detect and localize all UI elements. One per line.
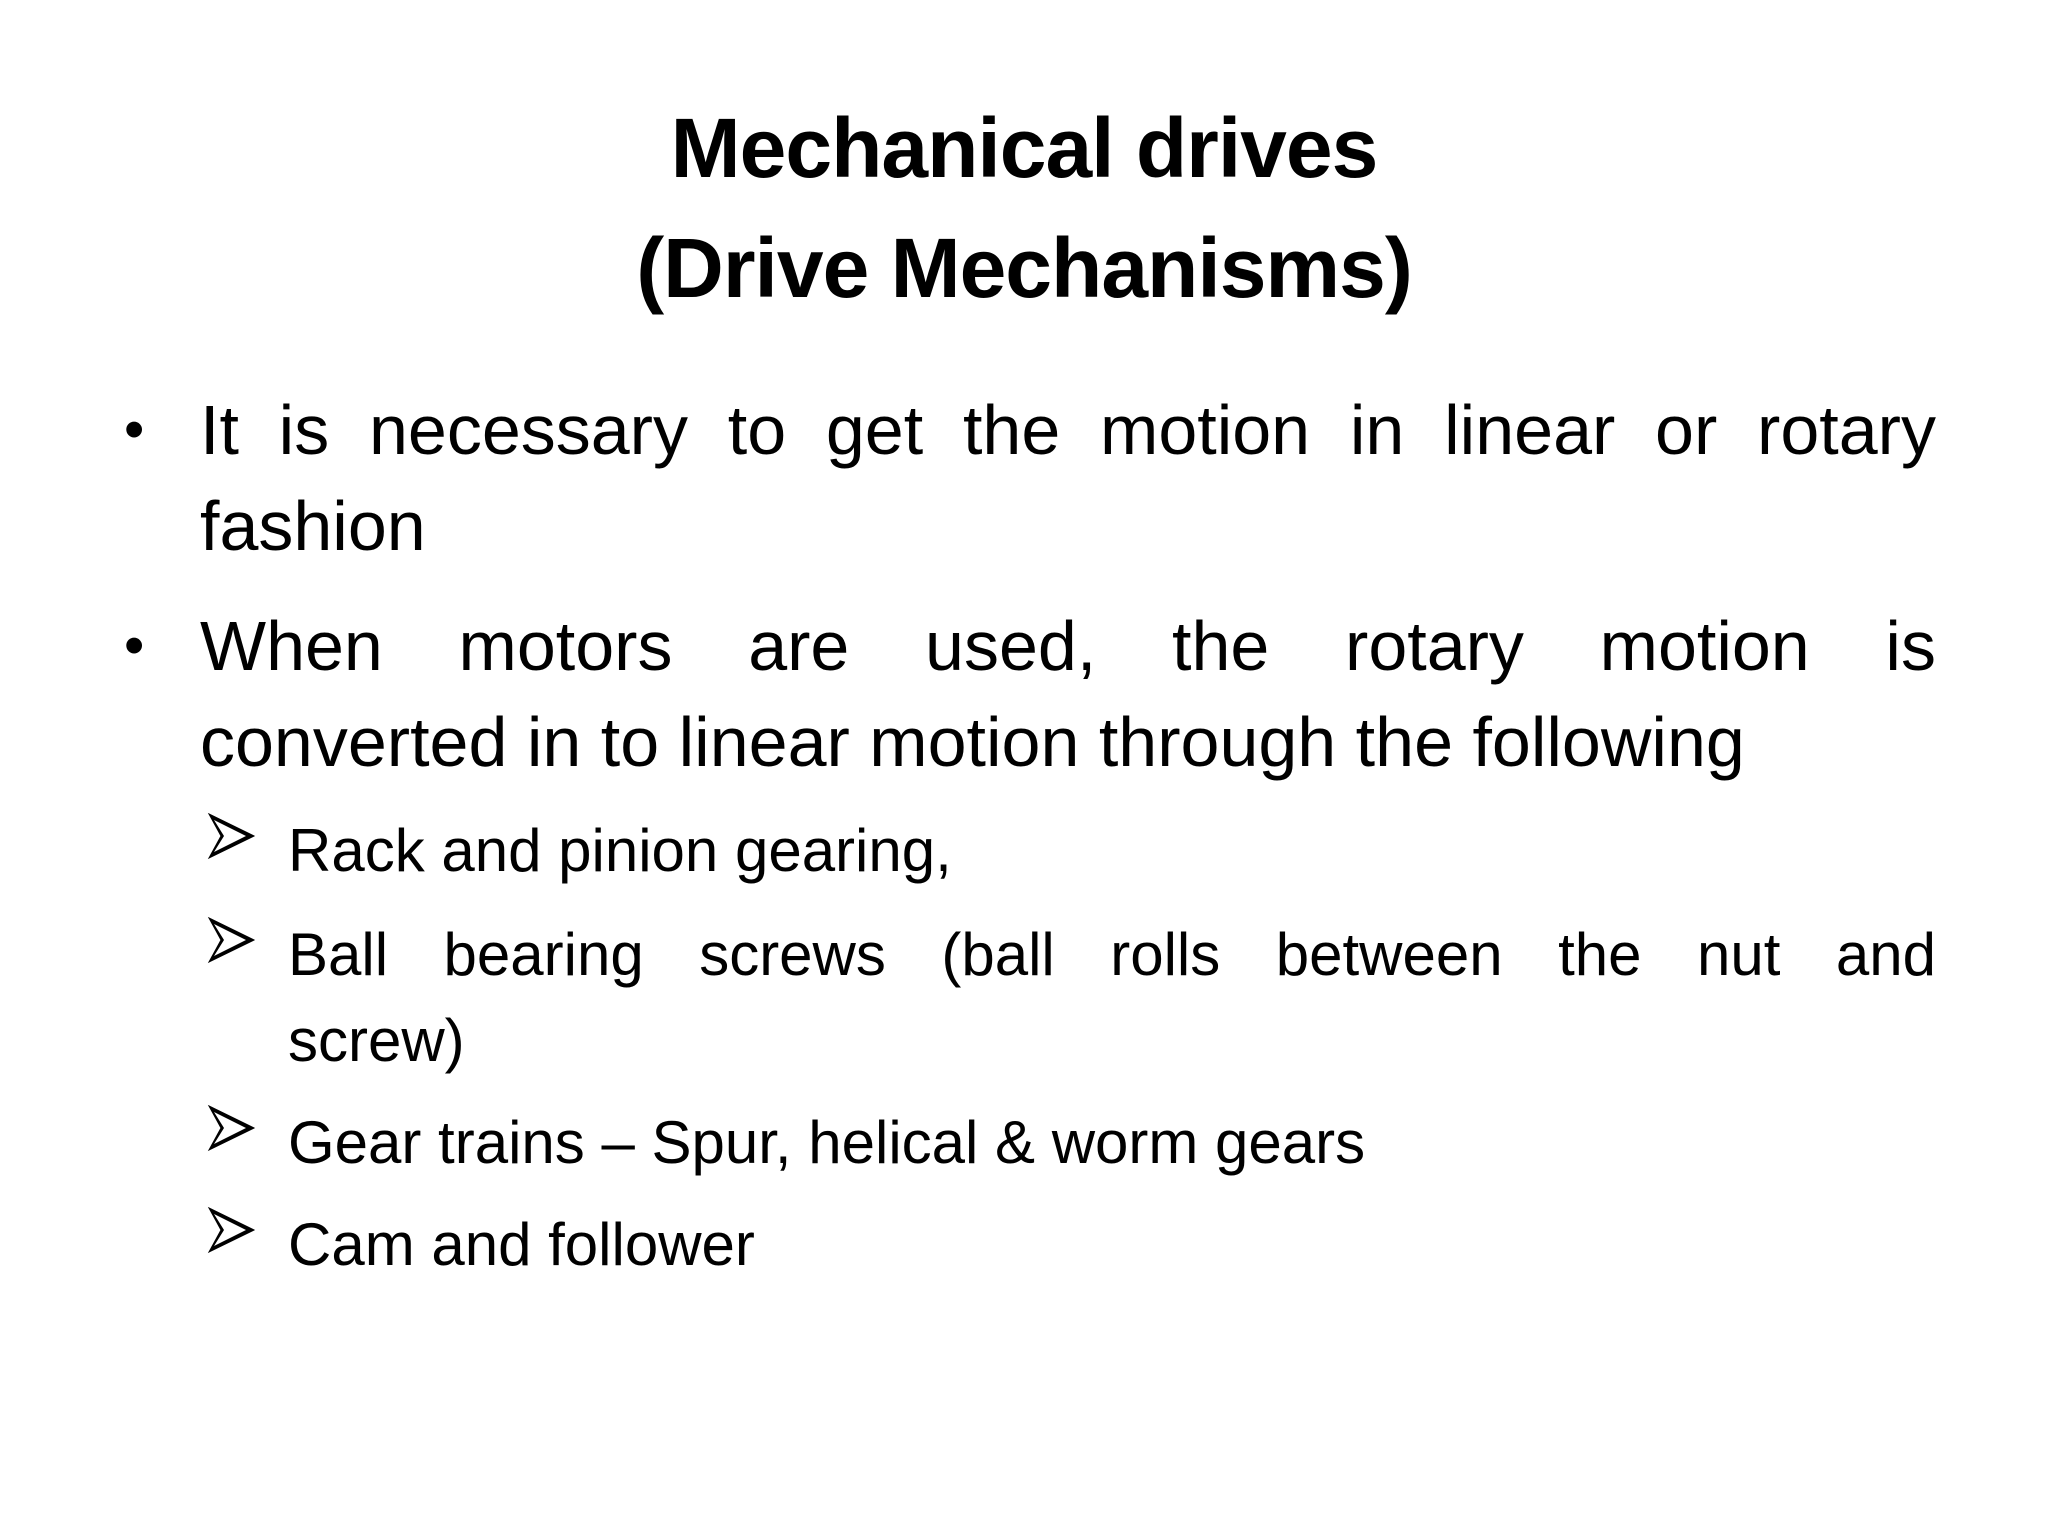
title-line-2: (Drive Mechanisms) (636, 221, 1412, 315)
sub-bullet-text: Cam and follower (288, 1211, 755, 1278)
sub-bullet-item (288, 1202, 1936, 1288)
bullet-dot-icon: • (124, 613, 145, 678)
sub-bullet-item (288, 912, 1936, 1084)
sub-bullet-item (288, 1100, 1936, 1186)
sub-bullet-text: Gear trains – Spur, helical & worm gears (288, 1109, 1366, 1176)
bullet-text-line: It is necessary to get the motion in linear or rotary (200, 391, 1936, 469)
sub-bullet-text: screw) (288, 1007, 465, 1074)
bullet-text-line: When motors are used, the rotary motion is (200, 607, 1936, 685)
bullet-item (124, 598, 1936, 790)
title-line-1: Mechanical drives (670, 101, 1378, 195)
sub-bullet-text: Ball bearing screws (ball rolls between the nut and (288, 921, 1936, 988)
bullet-text-line: converted in to linear motion through the following (200, 703, 1745, 781)
arrowhead-icon (206, 810, 258, 862)
slide-title (0, 88, 2048, 328)
arrowhead-icon (206, 1102, 258, 1154)
bullet-dot-icon: • (124, 397, 145, 462)
sub-bullet-item (288, 808, 1936, 894)
arrowhead-icon (206, 914, 258, 966)
bullet-item (124, 382, 1936, 574)
arrowhead-icon (206, 1204, 258, 1256)
sub-bullet-text: Rack and pinion gearing, (288, 817, 952, 884)
bullet-text-line: fashion (200, 487, 426, 565)
